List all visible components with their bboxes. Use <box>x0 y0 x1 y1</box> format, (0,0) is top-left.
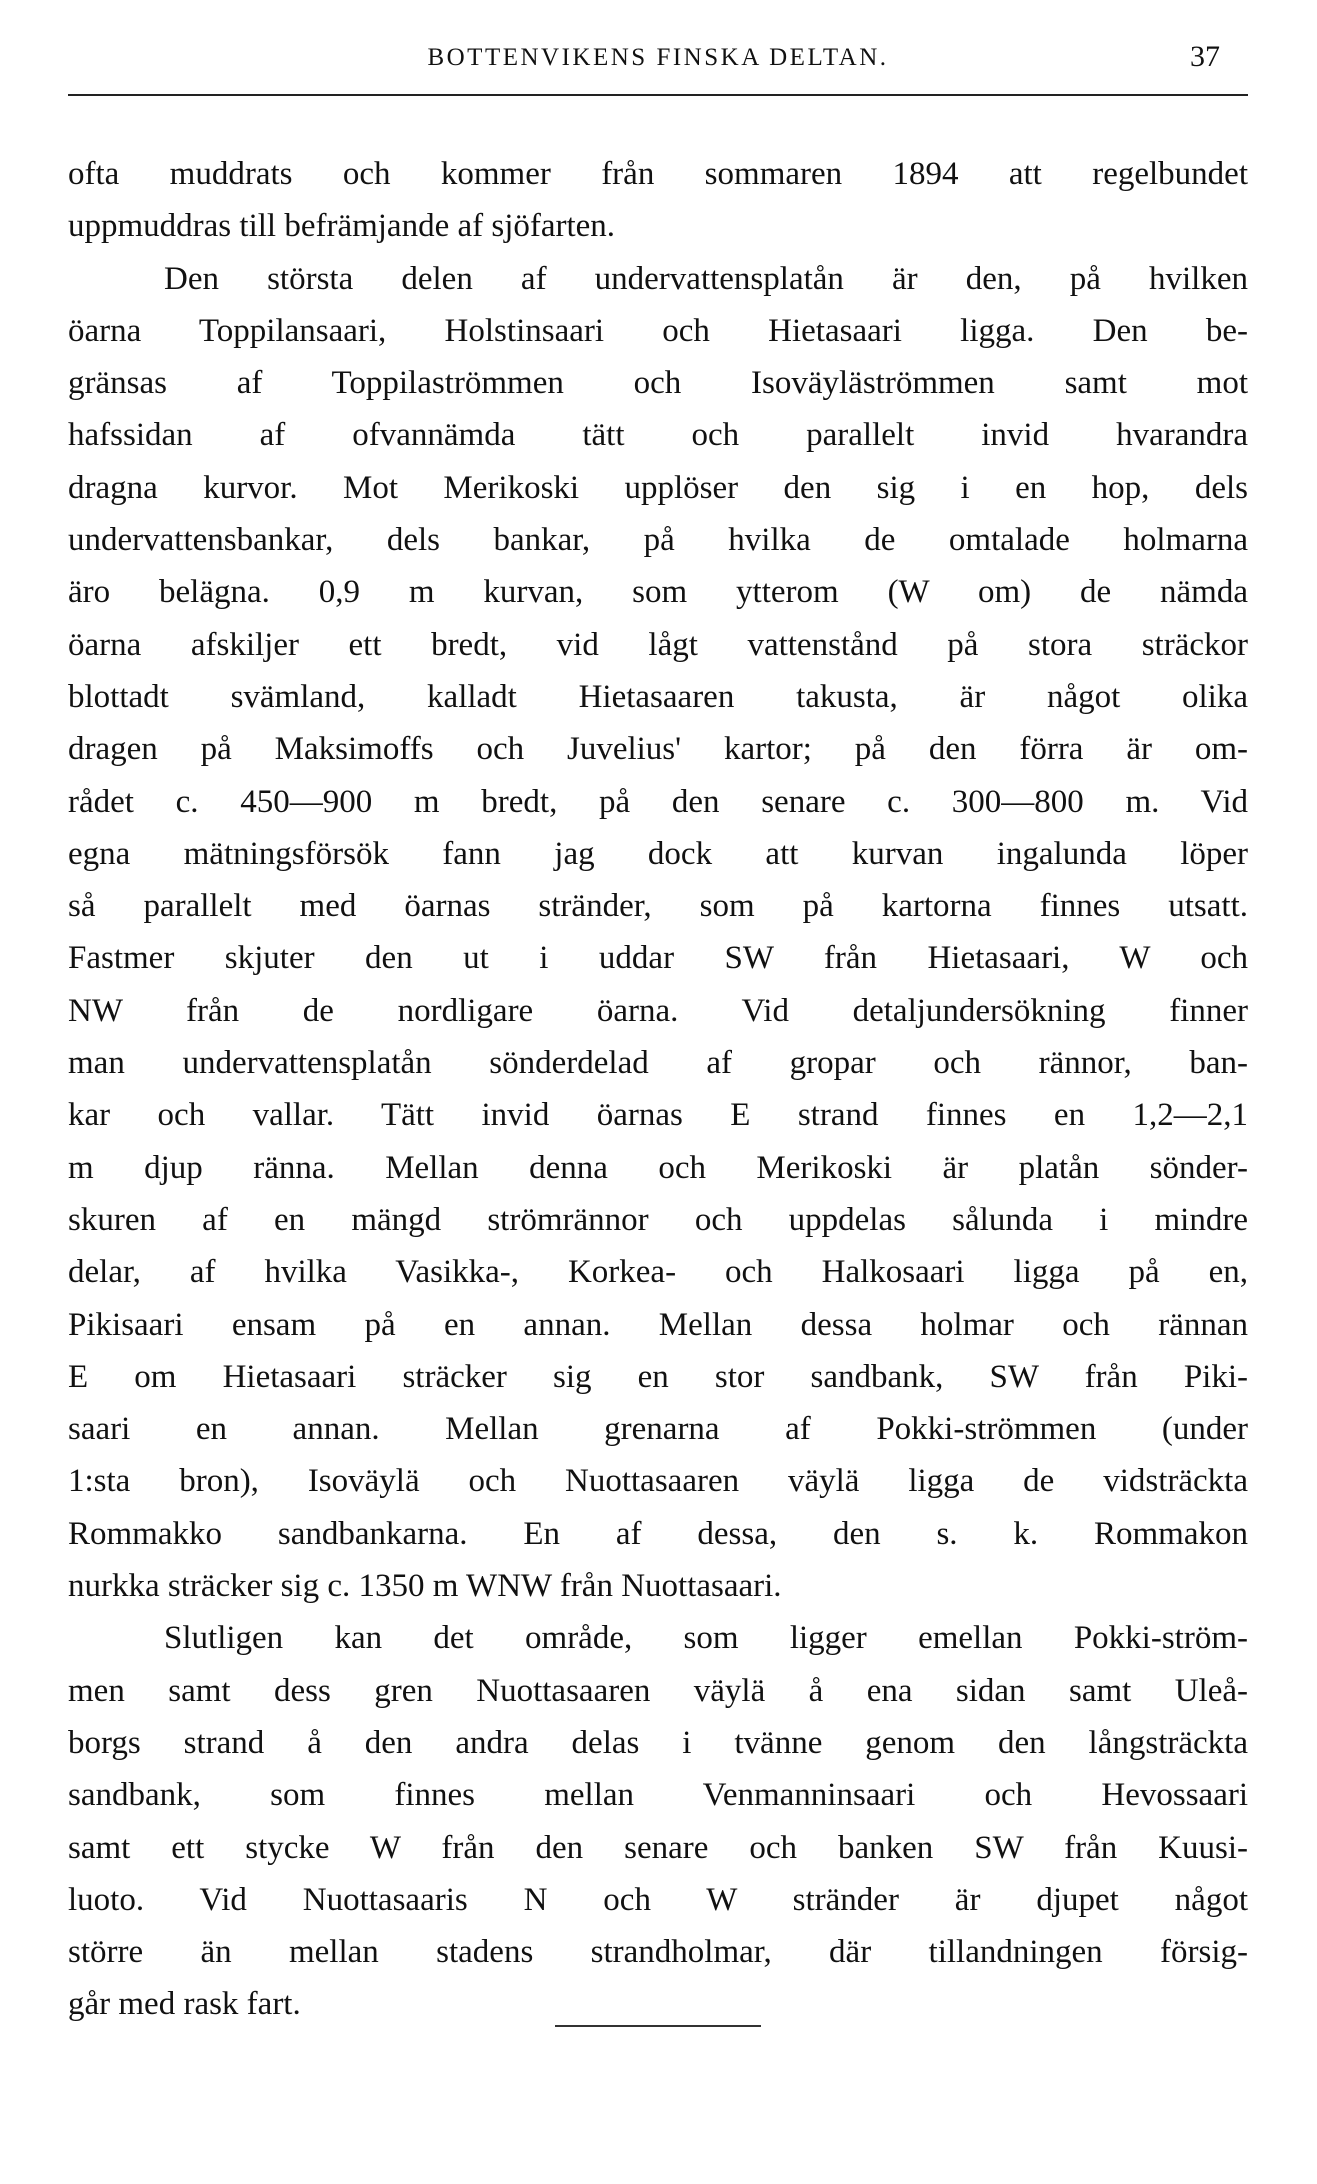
text-line: nurkka sträcker sig c. 1350 m WNW från Nuottasaari. <box>68 1568 782 1605</box>
text-line: blottadt svämland, kalladt Hietasaaren takusta, är något olika <box>68 678 1248 715</box>
section-end-rule <box>555 2025 761 2027</box>
text-line: öarna afskiljer ett bredt, vid lågt vattenstånd på stora sträckor <box>68 626 1248 663</box>
text-line: borgs strand å den andra delas i tvänne genom den långsträckta <box>68 1724 1248 1761</box>
text-line: gränsas af Toppilaströmmen och Isoväyläströmmen samt mot <box>68 365 1248 402</box>
text-line: Rommakko sandbankarna. En af dessa, den s. k. Rommakon <box>68 1515 1248 1552</box>
text-line: m djup ränna. Mellan denna och Merikoski är platån sönder- <box>68 1149 1248 1186</box>
body-text <box>68 148 1248 2031</box>
text-line: ofta muddrats och kommer från sommaren 1894 att regelbundet <box>68 156 1248 192</box>
text-line: sandbank, som finnes mellan Venmanninsaari och Hevossaari <box>68 1777 1248 1814</box>
text-line: hafssidan af ofvannämda tätt och parallelt invid hvarandra <box>68 417 1248 454</box>
text-line: rådet c. 450—900 m bredt, på den senare c. 300—800 m. Vid <box>68 783 1248 820</box>
paragraph-first-line: Slutligen kan det område, som ligger emellan Pokki-ström- <box>164 1620 1248 1657</box>
text-line: E om Hietasaari sträcker sig en stor sandbank, SW från Piki- <box>68 1358 1248 1395</box>
paragraph-first-line: Den största delen af undervattensplatån är den, på hvilken <box>164 260 1248 297</box>
text-line: öarna Toppilansaari, Holstinsaari och Hietasaari ligga. Den be- <box>68 312 1248 349</box>
page-header <box>68 40 1248 88</box>
page-number: 37 <box>1190 40 1220 73</box>
text-line: undervattensbankar, dels bankar, på hvilka de omtalade holmarna <box>68 522 1248 559</box>
running-title: BOTTENVIKENS FINSKA DELTAN. <box>427 44 889 71</box>
text-line: större än mellan stadens strandholmar, där tillandningen försig- <box>68 1934 1248 1971</box>
text-line: man undervattensplatån sönderdelad af gropar och rännor, ban- <box>68 1045 1248 1082</box>
text-line: så parallelt med öarnas stränder, som på kartorna finnes utsatt. <box>68 888 1248 925</box>
text-line: delar, af hvilka Vasikka-, Korkea- och Halkosaari ligga på en, <box>68 1254 1248 1291</box>
text-line: dragna kurvor. Mot Merikoski upplöser den sig i en hop, dels <box>68 469 1248 506</box>
text-line: luoto. Vid Nuottasaaris N och W stränder är djupet något <box>68 1881 1248 1918</box>
text-line: 1:sta bron), Isoväylä och Nuottasaaren väylä ligga de vidsträckta <box>68 1463 1248 1500</box>
text-line: äro belägna. 0,9 m kurvan, som ytterom (W om) de nämda <box>68 574 1248 611</box>
text-line: skuren af en mängd strömrännor och uppdelas sålunda i mindre <box>68 1201 1248 1238</box>
text-line: Fastmer skjuter den ut i uddar SW från Hietasaari, W och <box>68 940 1248 977</box>
text-line: går med rask fart. <box>68 1986 301 2023</box>
text-line: dragen på Maksimoffs och Juvelius' kartor; på den förra är om- <box>68 731 1248 768</box>
text-line: Pikisaari ensam på en annan. Mellan dessa holmar och rännan <box>68 1306 1248 1343</box>
text-line: samt ett stycke W från den senare och banken SW från Kuusi- <box>68 1829 1248 1866</box>
header-rule <box>68 94 1248 96</box>
text-line: NW från de nordligare öarna. Vid detaljundersökning finner <box>68 992 1248 1029</box>
text-line: kar och vallar. Tätt invid öarnas E strand finnes en 1,2—2,1 <box>68 1097 1248 1134</box>
text-line: men samt dess gren Nuottasaaren väylä å ena sidan samt Uleå- <box>68 1672 1248 1709</box>
text-line: egna mätningsförsök fann jag dock att kurvan ingalunda löper <box>68 835 1248 872</box>
text-line: uppmuddras till befrämjande af sjöfarten. <box>68 208 616 245</box>
text-line: saari en annan. Mellan grenarna af Pokki-strömmen (under <box>68 1411 1248 1448</box>
